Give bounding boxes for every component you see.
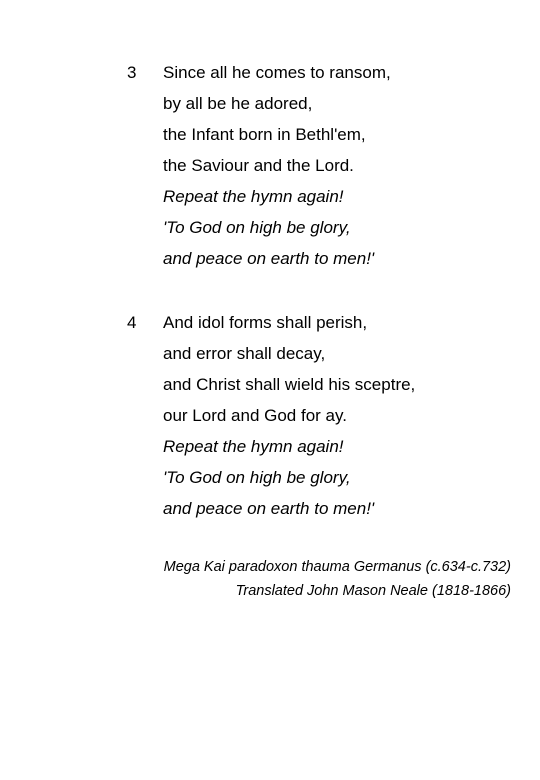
verse-lines bbox=[163, 307, 415, 524]
attribution bbox=[164, 555, 511, 603]
verse-line: our Lord and God for ay. bbox=[163, 406, 347, 425]
refrain-line: Repeat the hymn again! bbox=[163, 187, 344, 206]
verse-line: and error shall decay, bbox=[163, 344, 326, 363]
verse-lines bbox=[163, 57, 391, 274]
refrain-line: Repeat the hymn again! bbox=[163, 437, 344, 456]
refrain-line: and peace on earth to men!' bbox=[163, 249, 375, 268]
attribution-translator: Translated John Mason Neale (1818-1866) bbox=[235, 583, 511, 599]
refrain-line: 'To God on high be glory, bbox=[163, 468, 351, 487]
verse-line: and Christ shall wield his sceptre, bbox=[163, 375, 416, 394]
refrain-line: 'To God on high be glory, bbox=[163, 218, 351, 237]
verse-number: 3 bbox=[127, 63, 137, 82]
verse-line: And idol forms shall perish, bbox=[163, 313, 368, 332]
verse-number: 4 bbox=[127, 313, 137, 332]
attribution-source: Mega Kai paradoxon thauma Germanus (c.634-c.732) bbox=[163, 559, 511, 575]
verse-line: by all be he adored, bbox=[163, 94, 313, 113]
verse-line: Since all he comes to ransom, bbox=[163, 63, 391, 82]
verse-line: the Saviour and the Lord. bbox=[163, 156, 354, 175]
verse-line: the Infant born in Bethl'em, bbox=[163, 125, 366, 144]
refrain-line: and peace on earth to men!' bbox=[163, 499, 375, 518]
